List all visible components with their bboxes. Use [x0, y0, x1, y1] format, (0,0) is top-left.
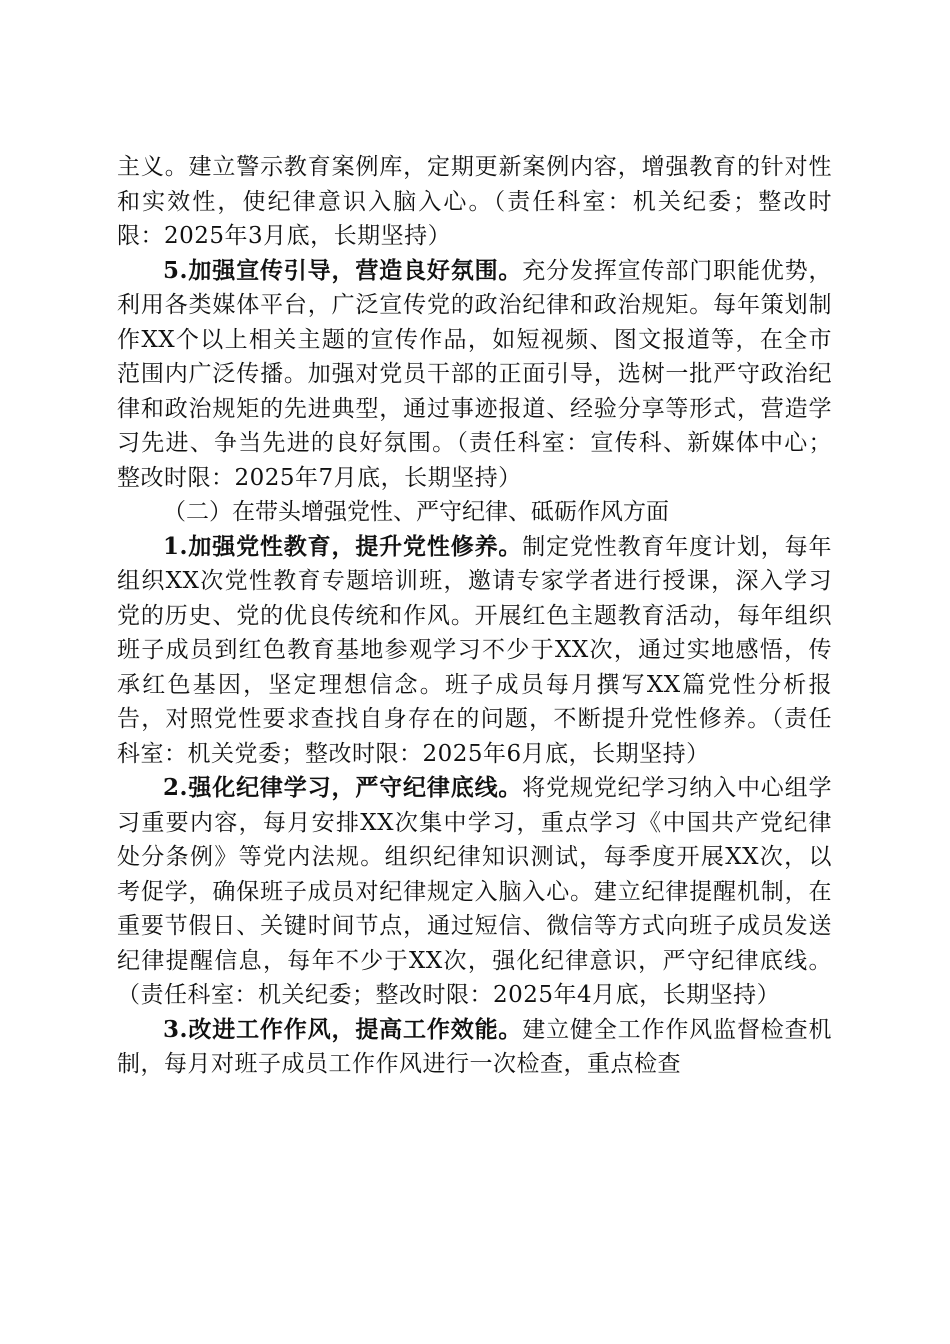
paragraph-body: 将党规党纪学习纳入中心组学习重要内容，每月安排XX次集中学习，重点学习《中国共产党纪律处分条例》等党内法规。组织纪律知识测试，每季度开展XX次，以考促学，确保班子成员对纪律规定入脑入心。建立纪律提醒机制，在重要节假日、关键时间节点，通过短信、微信等方式向班子成员发送纪律提醒信息，每年不少于XX次，强化纪律意识，严守纪律底线。（责任科室：机关纪委；整改时限：2025年4月底，长期坚持）: [117, 775, 832, 1008]
paragraph-continuation: [117, 150, 832, 254]
paragraph-item-5: [117, 254, 832, 496]
paragraph-item-2: [117, 771, 832, 1013]
paragraph-body: 制定党性教育年度计划，每年组织XX次党性教育专题培训班，邀请专家学者进行授课，深入学习党的历史、党的优良传统和作风。开展红色主题教育活动，每年组织班子成员到红色教育基地参观学习不少于XX次，通过实地感悟，传承红色基因，坚定理想信念。班子成员每月撰写XX篇党性分析报告，对照党性要求查找自身存在的问题，不断提升党性修养。（责任科室：机关党委；整改时限：2025年6月底，长期坚持）: [117, 533, 832, 767]
document-page: [117, 150, 832, 1082]
section-heading-text: （二）在带头增强党性、严守纪律、砥砺作风方面: [163, 499, 669, 525]
paragraph-item-3: [117, 1013, 832, 1082]
paragraph-heading: 1.加强党性教育，提升党性修养。: [163, 532, 523, 560]
paragraph-item-1: [117, 530, 832, 772]
section-heading: [117, 495, 832, 530]
paragraph-heading: 2.强化纪律学习，严守纪律底线。: [163, 774, 523, 801]
paragraph-body: 充分发挥宣传部门职能优势，利用各类媒体平台，广泛宣传党的政治纪律和政治规矩。每年策划制作XX个以上相关主题的宣传作品，如短视频、图文报道等，在全市范围内广泛传播。加强对党员干部的正面引导，选树一批严守政治纪律和政治规矩的先进典型，通过事迹报道、经验分享等形式，营造学习先进、争当先进的良好氛围。（责任科室：宣传科、新媒体中心；整改时限：2025年7月底，长期坚持）: [117, 257, 832, 491]
paragraph-body: 建立健全工作作风监督检查机制，每月对班子成员工作作风进行一次检查，重点检查: [117, 1016, 832, 1077]
paragraph-body: 主义。建立警示教育案例库，定期更新案例内容，增强教育的针对性和实效性，使纪律意识入脑入心。（责任科室：机关纪委；整改时限：2025年3月底，长期坚持）: [117, 154, 832, 249]
paragraph-heading: 5.加强宣传引导，营造良好氛围。: [163, 256, 523, 284]
paragraph-heading: 3.改进工作作风，提高工作效能。: [163, 1015, 523, 1043]
